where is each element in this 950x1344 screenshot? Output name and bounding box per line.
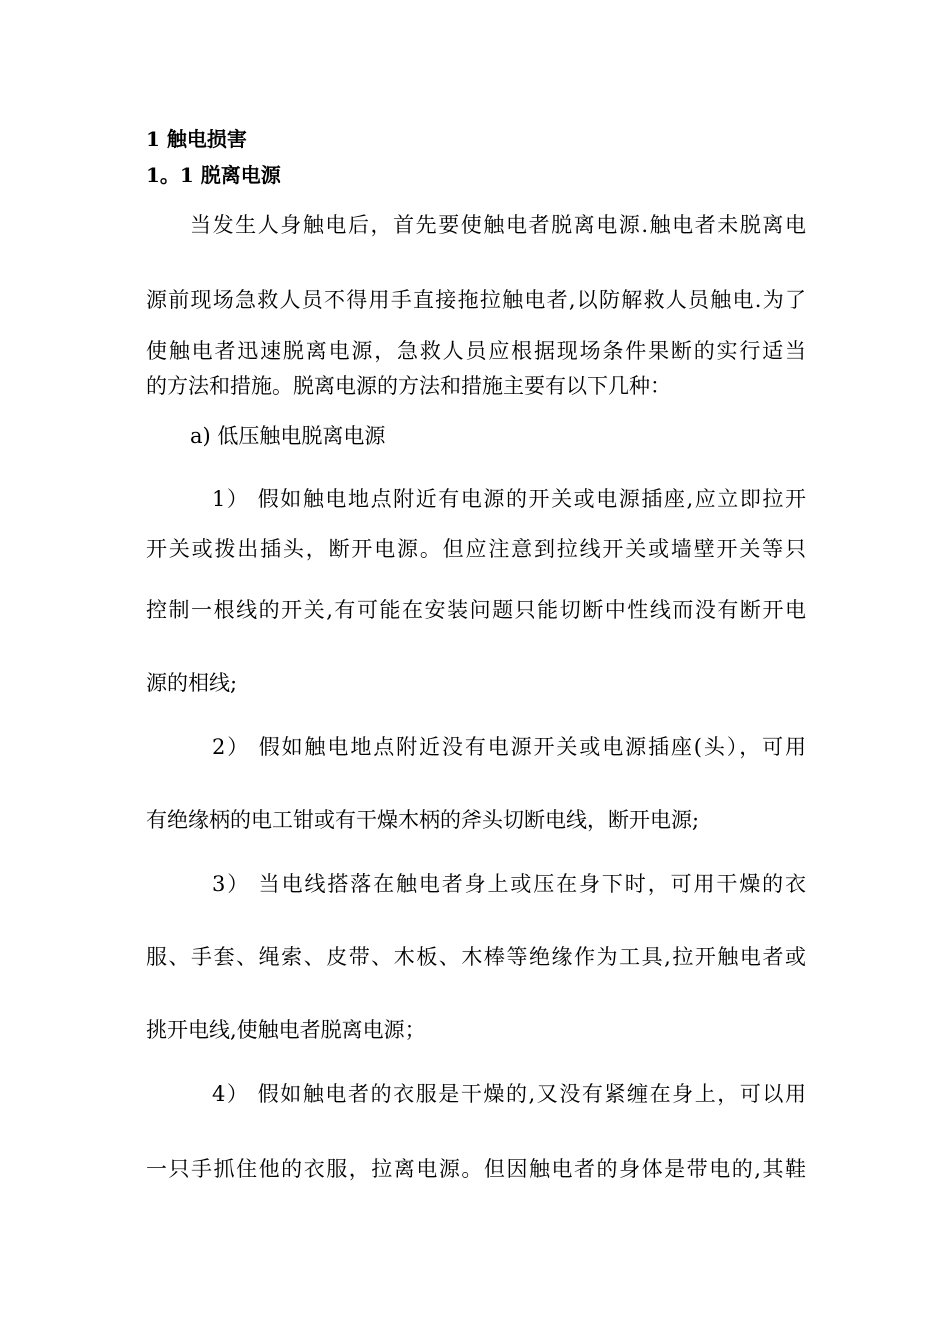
list-item-1-line: 源的相线; bbox=[146, 671, 238, 695]
paragraph-line: 使触电者迅速脱离电源，急救人员应根据现场条件果断的实行适当 bbox=[146, 339, 806, 363]
list-item-1-line: 1） 假如触电地点附近有电源的开关或电源插座,应立即拉开 bbox=[212, 487, 806, 511]
list-item-3-line: 挑开电线,使触电者脱离电源； bbox=[146, 1018, 426, 1042]
heading-section: 1 触电损害 bbox=[146, 127, 247, 151]
subheading-a: a) 低压触电脱离电源 bbox=[190, 424, 386, 448]
paragraph-line: 的方法和措施。脱离电源的方法和措施主要有以下几种： bbox=[146, 374, 671, 398]
list-item-3-line: 服、手套、绳索、皮带、木板、木棒等绝缘作为工具,拉开触电者或 bbox=[146, 945, 806, 969]
list-item-2-line: 2） 假如触电地点附近没有电源开关或电源插座(头），可用 bbox=[212, 735, 806, 759]
list-item-3-line: 3） 当电线搭落在触电者身上或压在身下时，可用干燥的衣 bbox=[212, 872, 806, 896]
list-item-1-line: 开关或拨出插头，断开电源。但应注意到拉线开关或墙壁开关等只 bbox=[146, 537, 806, 561]
list-item-2-line: 有绝缘柄的电工钳或有干燥木柄的斧头切断电线，断开电源; bbox=[146, 808, 700, 832]
paragraph-line: 当发生人身触电后，首先要使触电者脱离电源.触电者未脱离电 bbox=[190, 213, 806, 237]
list-item-4-line: 一只手抓住他的衣服，拉离电源。但因触电者的身体是带电的,其鞋 bbox=[146, 1157, 806, 1181]
list-item-4-line: 4） 假如触电者的衣服是干燥的,又没有紧缠在身上，可以用 bbox=[212, 1082, 806, 1106]
paragraph-line: 源前现场急救人员不得用手直接拖拉触电者,以防解救人员触电.为了 bbox=[146, 288, 806, 312]
heading-subsection: 1。1 脱离电源 bbox=[146, 163, 281, 187]
list-item-1-line: 控制一根线的开关,有可能在安装问题只能切断中性线而没有断开电 bbox=[146, 598, 806, 622]
